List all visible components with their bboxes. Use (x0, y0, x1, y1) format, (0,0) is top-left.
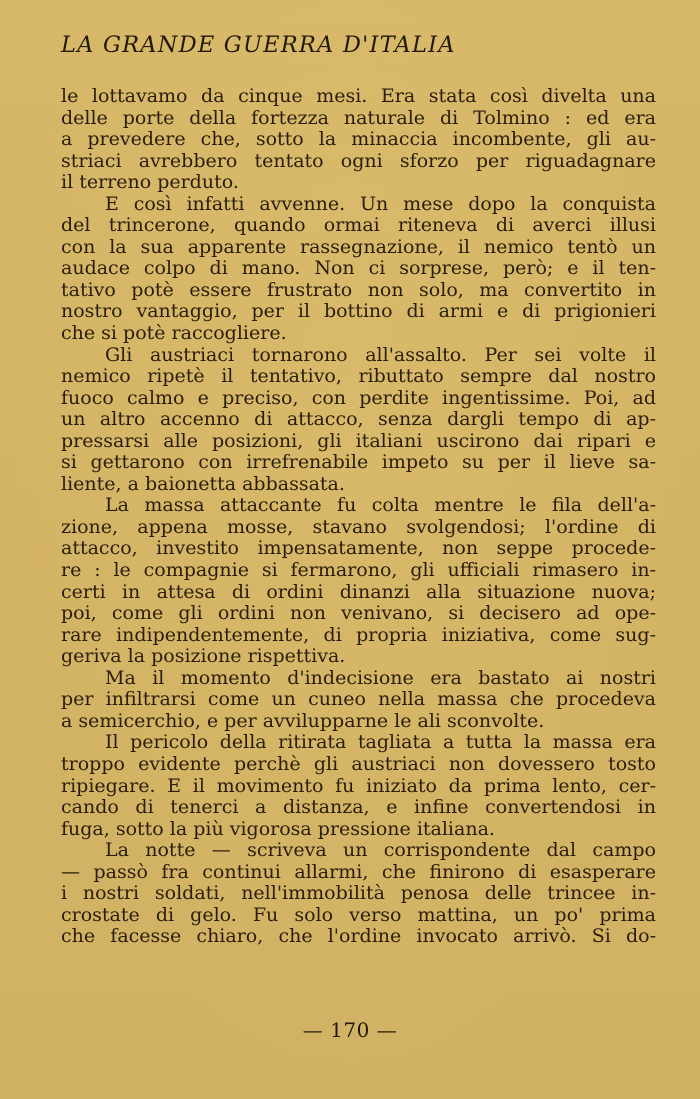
text-line: Il pericolo della ritirata tagliata a tutta la massa era (105, 732, 656, 754)
text-line: si gettarono con irrefrenabile impeto su per il lieve sa- (61, 452, 656, 474)
text-line: a semicerchio, e per avvilupparne le ali sconvolte. (61, 710, 545, 732)
text-line: liente, a baionetta abbassata. (61, 473, 345, 495)
text-line: La notte — scriveva un corrispondente dal campo (105, 840, 656, 862)
running-title: LA GRANDE GUERRA D'ITALIA (61, 32, 456, 58)
text-line: geriva la posizione rispettiva. (61, 646, 346, 668)
text-line: che si potè raccogliere. (61, 323, 287, 345)
text-line: — passò fra continui allarmi, che finirono di esasperare (61, 861, 656, 883)
text-line: zione, appena mosse, stavano svolgendosi; l'ordine di (61, 516, 656, 538)
text-line: re : le compagnie si fermarono, gli ufficiali rimasero in- (61, 560, 656, 582)
text-line: rare indipendentemente, di propria iniziativa, come sug- (61, 624, 656, 646)
text-line: un altro accenno di attacco, senza dargli tempo di ap- (61, 409, 656, 431)
body-text (61, 86, 656, 948)
text-line: i nostri soldati, nell'immobilità penosa delle trincee in- (61, 883, 656, 905)
text-line: pressarsi alle posizioni, gli italiani uscirono dai ripari e (61, 430, 656, 452)
text-line: La massa attaccante fu colta mentre le fila dell'a- (105, 495, 656, 517)
text-line: che facesse chiaro, che l'ordine invocato arrivò. Si do- (61, 926, 656, 948)
text-line: certi in attesa di ordini dinanzi alla situazione nuova; (61, 581, 656, 603)
text-line: tativo potè essere frustrato non solo, ma convertito in (61, 279, 656, 301)
text-line: a prevedere che, sotto la minaccia incombente, gli au- (61, 129, 656, 151)
text-line: E così infatti avvenne. Un mese dopo la conquista (105, 193, 656, 215)
text-line: attacco, investito impensatamente, non seppe procede- (61, 538, 656, 560)
text-line: ripiegare. E il movimento fu iniziato da prima lento, cer- (61, 775, 656, 797)
text-line: del trincerone, quando ormai riteneva di averci illusi (61, 215, 656, 237)
text-line: con la sua apparente rassegnazione, il nemico tentò un (61, 236, 656, 258)
text-line: delle porte della fortezza naturale di Tolmino : ed era (61, 107, 656, 129)
text-line: fuoco calmo e preciso, con perdite ingentissime. Poi, ad (61, 387, 656, 409)
text-line: Gli austriaci tornarono all'assalto. Per sei volte il (105, 344, 656, 366)
text-line: Ma il momento d'indecisione era bastato ai nostri (105, 667, 656, 689)
text-line: troppo evidente perchè gli austriaci non dovessero tosto (61, 753, 656, 775)
text-line: il terreno perduto. (61, 172, 239, 194)
text-line: poi, come gli ordini non venivano, si decisero ad ope- (61, 603, 656, 625)
text-line: le lottavamo da cinque mesi. Era stata così divelta una (61, 86, 656, 107)
text-line: fuga, sotto la più vigorosa pressione italiana. (61, 818, 495, 840)
text-line: crostate di gelo. Fu solo verso mattina, un po' prima (61, 904, 656, 926)
page-number: — 170 — (302, 1018, 398, 1042)
text-line: cando di tenerci a distanza, e infine convertendosi in (61, 797, 656, 819)
text-line: nostro vantaggio, per il bottino di armi e di prigionieri (61, 301, 656, 323)
text-line: nemico ripetè il tentativo, ributtato sempre dal nostro (61, 366, 656, 388)
text-line: per infiltrarsi come un cuneo nella massa che procedeva (61, 689, 656, 711)
text-line: striaci avrebbero tentato ogni sforzo per riguadagnare (61, 150, 656, 172)
text-line: audace colpo di mano. Non ci sorprese, però; e il ten- (61, 258, 656, 280)
